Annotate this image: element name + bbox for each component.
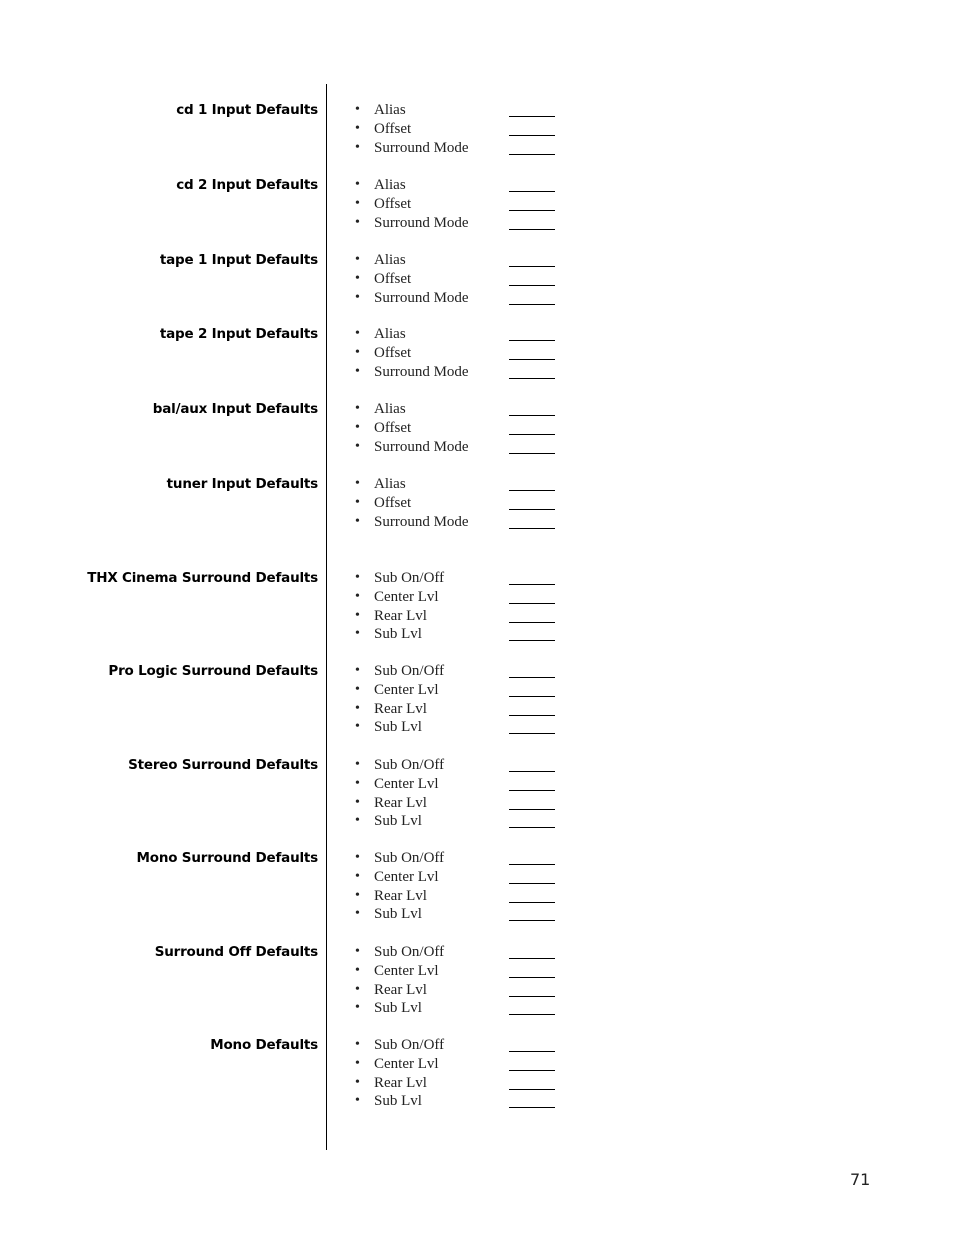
- fill-in-blank: [509, 864, 555, 865]
- setting-item: [355, 700, 560, 719]
- setting-item: [355, 363, 560, 382]
- setting-item-label: Offset: [374, 344, 412, 361]
- setting-item: [355, 251, 560, 270]
- bullet-icon: •: [355, 401, 360, 416]
- setting-item-label: Alias: [374, 476, 406, 492]
- setting-item: [355, 1092, 560, 1111]
- bullet-icon: •: [355, 962, 360, 978]
- setting-list: [355, 662, 560, 737]
- fill-in-blank: [509, 827, 555, 828]
- fill-in-blank: [509, 603, 555, 604]
- fill-in-blank: [509, 116, 555, 117]
- setting-list: [355, 569, 560, 644]
- setting-item-label: Sub Lvl: [374, 906, 422, 923]
- bullet-icon: •: [355, 177, 360, 192]
- setting-item-label: Rear Lvl: [374, 794, 427, 811]
- setting-item: [355, 1074, 560, 1093]
- fill-in-blank: [509, 771, 555, 772]
- setting-item-label: Rear Lvl: [374, 981, 427, 998]
- setting-item-label: Rear Lvl: [374, 607, 427, 624]
- setting-item-label: Offset: [374, 270, 412, 287]
- setting-item: [355, 494, 560, 513]
- setting-item-label: Rear Lvl: [374, 887, 427, 904]
- fill-in-blank: [509, 453, 555, 454]
- bullet-icon: •: [355, 607, 360, 623]
- setting-item: [355, 662, 560, 681]
- setting-item: [355, 139, 560, 158]
- setting-item: [355, 981, 560, 1000]
- bullet-icon: •: [355, 270, 360, 286]
- setting-item-label: Center Lvl: [374, 962, 439, 979]
- setting-list: [355, 101, 560, 157]
- setting-list: [355, 1036, 560, 1111]
- bullet-icon: •: [355, 195, 360, 211]
- fill-in-blank: [509, 584, 555, 585]
- fill-in-blank: [509, 958, 555, 959]
- fill-in-blank: [509, 415, 555, 416]
- fill-in-blank: [509, 528, 555, 529]
- setting-item: [355, 195, 560, 214]
- fill-in-blank: [509, 696, 555, 697]
- setting-item: [355, 1055, 560, 1074]
- bullet-icon: •: [355, 344, 360, 360]
- setting-list: [355, 475, 560, 531]
- setting-item-label: Sub On/Off: [374, 944, 445, 960]
- setting-list: [355, 943, 560, 1018]
- setting-item-label: Offset: [374, 195, 412, 212]
- bullet-icon: •: [355, 1093, 360, 1109]
- fill-in-blank: [509, 359, 555, 360]
- setting-item: [355, 475, 560, 494]
- section-label: tape 1 Input Defaults: [159, 252, 318, 268]
- setting-item: [355, 289, 560, 308]
- setting-item-label: Surround Mode: [374, 139, 469, 156]
- fill-in-blank: [509, 920, 555, 921]
- bullet-icon: •: [355, 476, 360, 491]
- column-divider: [326, 84, 327, 1150]
- setting-list: [355, 176, 560, 232]
- setting-item: [355, 1036, 560, 1055]
- setting-item-label: Rear Lvl: [374, 700, 427, 717]
- setting-item: [355, 120, 560, 139]
- fill-in-blank: [509, 191, 555, 192]
- bullet-icon: •: [355, 794, 360, 810]
- setting-list: [355, 400, 560, 456]
- bullet-icon: •: [355, 1074, 360, 1090]
- bullet-icon: •: [355, 850, 360, 865]
- setting-item: [355, 419, 560, 438]
- setting-item: [355, 214, 560, 233]
- bullet-icon: •: [355, 326, 360, 341]
- setting-item-label: Alias: [374, 177, 406, 193]
- setting-item-label: Sub On/Off: [374, 663, 445, 679]
- bullet-icon: •: [355, 700, 360, 716]
- bullet-icon: •: [355, 363, 360, 379]
- setting-item-label: Surround Mode: [374, 214, 469, 231]
- bullet-icon: •: [355, 757, 360, 772]
- setting-item-label: Surround Mode: [374, 289, 469, 306]
- section-label: Mono Surround Defaults: [136, 850, 318, 866]
- setting-item: [355, 775, 560, 794]
- setting-item-label: Sub Lvl: [374, 813, 422, 830]
- setting-item-label: Surround Mode: [374, 363, 469, 380]
- setting-item-label: Alias: [374, 401, 406, 417]
- setting-item: [355, 344, 560, 363]
- setting-item-label: Offset: [374, 419, 412, 436]
- bullet-icon: •: [355, 139, 360, 155]
- bullet-icon: •: [355, 813, 360, 829]
- bullet-icon: •: [355, 1055, 360, 1071]
- section-label: tuner Input Defaults: [166, 476, 318, 492]
- setting-list: [355, 251, 560, 307]
- setting-item: [355, 812, 560, 831]
- bullet-icon: •: [355, 719, 360, 735]
- bullet-icon: •: [355, 494, 360, 510]
- fill-in-blank: [509, 809, 555, 810]
- section-label: Surround Off Defaults: [154, 944, 318, 960]
- setting-item-label: Alias: [374, 252, 406, 268]
- setting-item-label: Surround Mode: [374, 513, 469, 530]
- setting-item-label: Sub Lvl: [374, 1093, 422, 1110]
- section-label: Pro Logic Surround Defaults: [108, 663, 318, 679]
- setting-item-label: Center Lvl: [374, 681, 439, 698]
- fill-in-blank: [509, 733, 555, 734]
- bullet-icon: •: [355, 588, 360, 604]
- setting-item-label: Alias: [374, 102, 406, 118]
- fill-in-blank: [509, 490, 555, 491]
- section-label: tape 2 Input Defaults: [159, 326, 318, 342]
- section-label: cd 1 Input Defaults: [176, 102, 318, 118]
- setting-item: [355, 999, 560, 1018]
- bullet-icon: •: [355, 438, 360, 454]
- setting-item: [355, 101, 560, 120]
- bullet-icon: •: [355, 102, 360, 117]
- fill-in-blank: [509, 154, 555, 155]
- bullet-icon: •: [355, 944, 360, 959]
- setting-item: [355, 756, 560, 775]
- setting-item-label: Sub Lvl: [374, 1000, 422, 1017]
- setting-item: [355, 962, 560, 981]
- setting-item-label: Rear Lvl: [374, 1074, 427, 1091]
- fill-in-blank: [509, 340, 555, 341]
- bullet-icon: •: [355, 626, 360, 642]
- section-label: bal/aux Input Defaults: [152, 401, 318, 417]
- bullet-icon: •: [355, 981, 360, 997]
- setting-item-label: Center Lvl: [374, 868, 439, 885]
- setting-list: [355, 849, 560, 924]
- setting-item-label: Alias: [374, 326, 406, 342]
- bullet-icon: •: [355, 906, 360, 922]
- fill-in-blank: [509, 1014, 555, 1015]
- bullet-icon: •: [355, 681, 360, 697]
- setting-item-label: Sub Lvl: [374, 626, 422, 643]
- section-label: cd 2 Input Defaults: [176, 177, 318, 193]
- bullet-icon: •: [355, 570, 360, 585]
- setting-item-label: Offset: [374, 494, 412, 511]
- bullet-icon: •: [355, 419, 360, 435]
- setting-item-label: Surround Mode: [374, 438, 469, 455]
- fill-in-blank: [509, 434, 555, 435]
- fill-in-blank: [509, 677, 555, 678]
- fill-in-blank: [509, 902, 555, 903]
- fill-in-blank: [509, 640, 555, 641]
- setting-item-label: Offset: [374, 120, 412, 137]
- setting-item: [355, 438, 560, 457]
- setting-item: [355, 400, 560, 419]
- bullet-icon: •: [355, 289, 360, 305]
- setting-item-label: Sub On/Off: [374, 757, 445, 773]
- fill-in-blank: [509, 229, 555, 230]
- bullet-icon: •: [355, 663, 360, 678]
- setting-item-label: Center Lvl: [374, 1055, 439, 1072]
- setting-item: [355, 588, 560, 607]
- fill-in-blank: [509, 509, 555, 510]
- setting-list: [355, 325, 560, 381]
- setting-item-label: Sub On/Off: [374, 1037, 445, 1053]
- fill-in-blank: [509, 135, 555, 136]
- page-number: 71: [850, 1170, 871, 1189]
- section-label: THX Cinema Surround Defaults: [87, 570, 318, 586]
- setting-item-label: Sub On/Off: [374, 850, 445, 866]
- setting-item: [355, 513, 560, 532]
- setting-item: [355, 569, 560, 588]
- setting-item-label: Center Lvl: [374, 588, 439, 605]
- setting-item-label: Center Lvl: [374, 775, 439, 792]
- bullet-icon: •: [355, 887, 360, 903]
- setting-item: [355, 625, 560, 644]
- setting-item: [355, 718, 560, 737]
- fill-in-blank: [509, 266, 555, 267]
- fill-in-blank: [509, 1107, 555, 1108]
- bullet-icon: •: [355, 214, 360, 230]
- bullet-icon: •: [355, 1000, 360, 1016]
- fill-in-blank: [509, 1051, 555, 1052]
- setting-item: [355, 849, 560, 868]
- setting-item: [355, 681, 560, 700]
- bullet-icon: •: [355, 252, 360, 267]
- setting-item: [355, 868, 560, 887]
- bullet-icon: •: [355, 120, 360, 136]
- fill-in-blank: [509, 304, 555, 305]
- fill-in-blank: [509, 977, 555, 978]
- setting-item: [355, 176, 560, 195]
- section-label: Stereo Surround Defaults: [128, 757, 318, 773]
- fill-in-blank: [509, 210, 555, 211]
- setting-item: [355, 607, 560, 626]
- bullet-icon: •: [355, 775, 360, 791]
- fill-in-blank: [509, 996, 555, 997]
- setting-item: [355, 887, 560, 906]
- setting-item-label: Sub On/Off: [374, 570, 445, 586]
- section-label: Mono Defaults: [210, 1037, 318, 1053]
- setting-item: [355, 270, 560, 289]
- fill-in-blank: [509, 1089, 555, 1090]
- bullet-icon: •: [355, 513, 360, 529]
- fill-in-blank: [509, 378, 555, 379]
- setting-item: [355, 943, 560, 962]
- bullet-icon: •: [355, 1037, 360, 1052]
- fill-in-blank: [509, 285, 555, 286]
- setting-item-label: Sub Lvl: [374, 719, 422, 736]
- bullet-icon: •: [355, 868, 360, 884]
- fill-in-blank: [509, 790, 555, 791]
- setting-item: [355, 325, 560, 344]
- fill-in-blank: [509, 715, 555, 716]
- setting-list: [355, 756, 560, 831]
- fill-in-blank: [509, 1070, 555, 1071]
- fill-in-blank: [509, 622, 555, 623]
- setting-item: [355, 794, 560, 813]
- fill-in-blank: [509, 883, 555, 884]
- setting-item: [355, 905, 560, 924]
